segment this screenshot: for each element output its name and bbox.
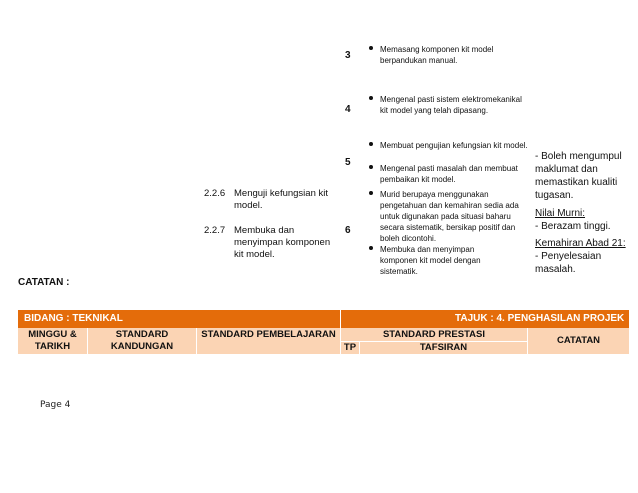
- col-tp: TP: [343, 342, 357, 353]
- kemahiran-abad-text: - Penyelesaian masalah.: [535, 251, 602, 275]
- tp6-item-2: Membuka dan menyimpan komponen kit model dengan sistematik.: [380, 245, 481, 276]
- tp-number-4: 4: [345, 104, 351, 115]
- bullet-icon: [369, 142, 373, 146]
- col-standard-pembelajaran: STANDARD PEMBELAJARAN: [201, 329, 336, 340]
- bullet-icon: [369, 165, 373, 169]
- standard-code-226: 2.2.6: [204, 188, 226, 199]
- col-catatan: CATATAN: [556, 335, 601, 346]
- bullet-icon: [369, 246, 373, 250]
- catatan-note: - Boleh mengumpul maklumat dan memastikan kualiti tugasan.: [535, 151, 622, 201]
- standard-text-226: Menguji kefungsian kit model.: [234, 188, 328, 211]
- kemahiran-abad-heading: Kemahiran Abad 21:: [535, 238, 626, 249]
- standard-text-227: Membuka dan menyimpan komponen kit model.: [234, 225, 331, 260]
- tp5-item-1: Membuat pengujian kefungsian kit model.: [380, 141, 528, 150]
- catatan-label: CATATAN :: [18, 277, 70, 288]
- col-minggu-tarikh: MINGGU & TARIKH: [28, 329, 77, 352]
- tajuk-label: TAJUK : 4. PENGHASILAN PROJEK: [455, 313, 625, 324]
- tp3-item: Memasang komponen kit model berpandukan manual.: [380, 45, 494, 65]
- tp-number-6: 6: [345, 225, 351, 236]
- col-tafsiran: TAFSIRAN: [419, 342, 468, 353]
- col-standard-kandungan: STANDARD KANDUNGAN: [110, 329, 174, 352]
- page-number: Page 4: [40, 400, 71, 410]
- tp5-item-2: Mengenal pasti masalah dan membuat pembaikan kit model.: [380, 164, 518, 184]
- nilai-murni-text: - Berazam tinggi.: [535, 221, 611, 232]
- bidang-label: BIDANG : TEKNIKAL: [24, 313, 123, 324]
- tp4-item: Mengenal pasti sistem elektromekanikal kit model yang telah dipasang.: [380, 95, 522, 115]
- bullet-icon: [369, 46, 373, 50]
- col-standard-prestasi: STANDARD PRESTASI: [382, 329, 486, 340]
- bullet-icon: [369, 96, 373, 100]
- tp-number-5: 5: [345, 157, 351, 168]
- standard-code-227: 2.2.7: [204, 225, 226, 236]
- nilai-murni-heading: Nilai Murni:: [535, 208, 586, 219]
- bullet-icon: [369, 191, 373, 195]
- tp-number-3: 3: [345, 50, 351, 61]
- tp6-item-1: Murid berupaya menggunakan pengetahuan dan kemahiran sedia ada untuk digunakan pada situasi baharu secara sistematik, bersikap positif dan boleh dicontohi.: [380, 190, 519, 243]
